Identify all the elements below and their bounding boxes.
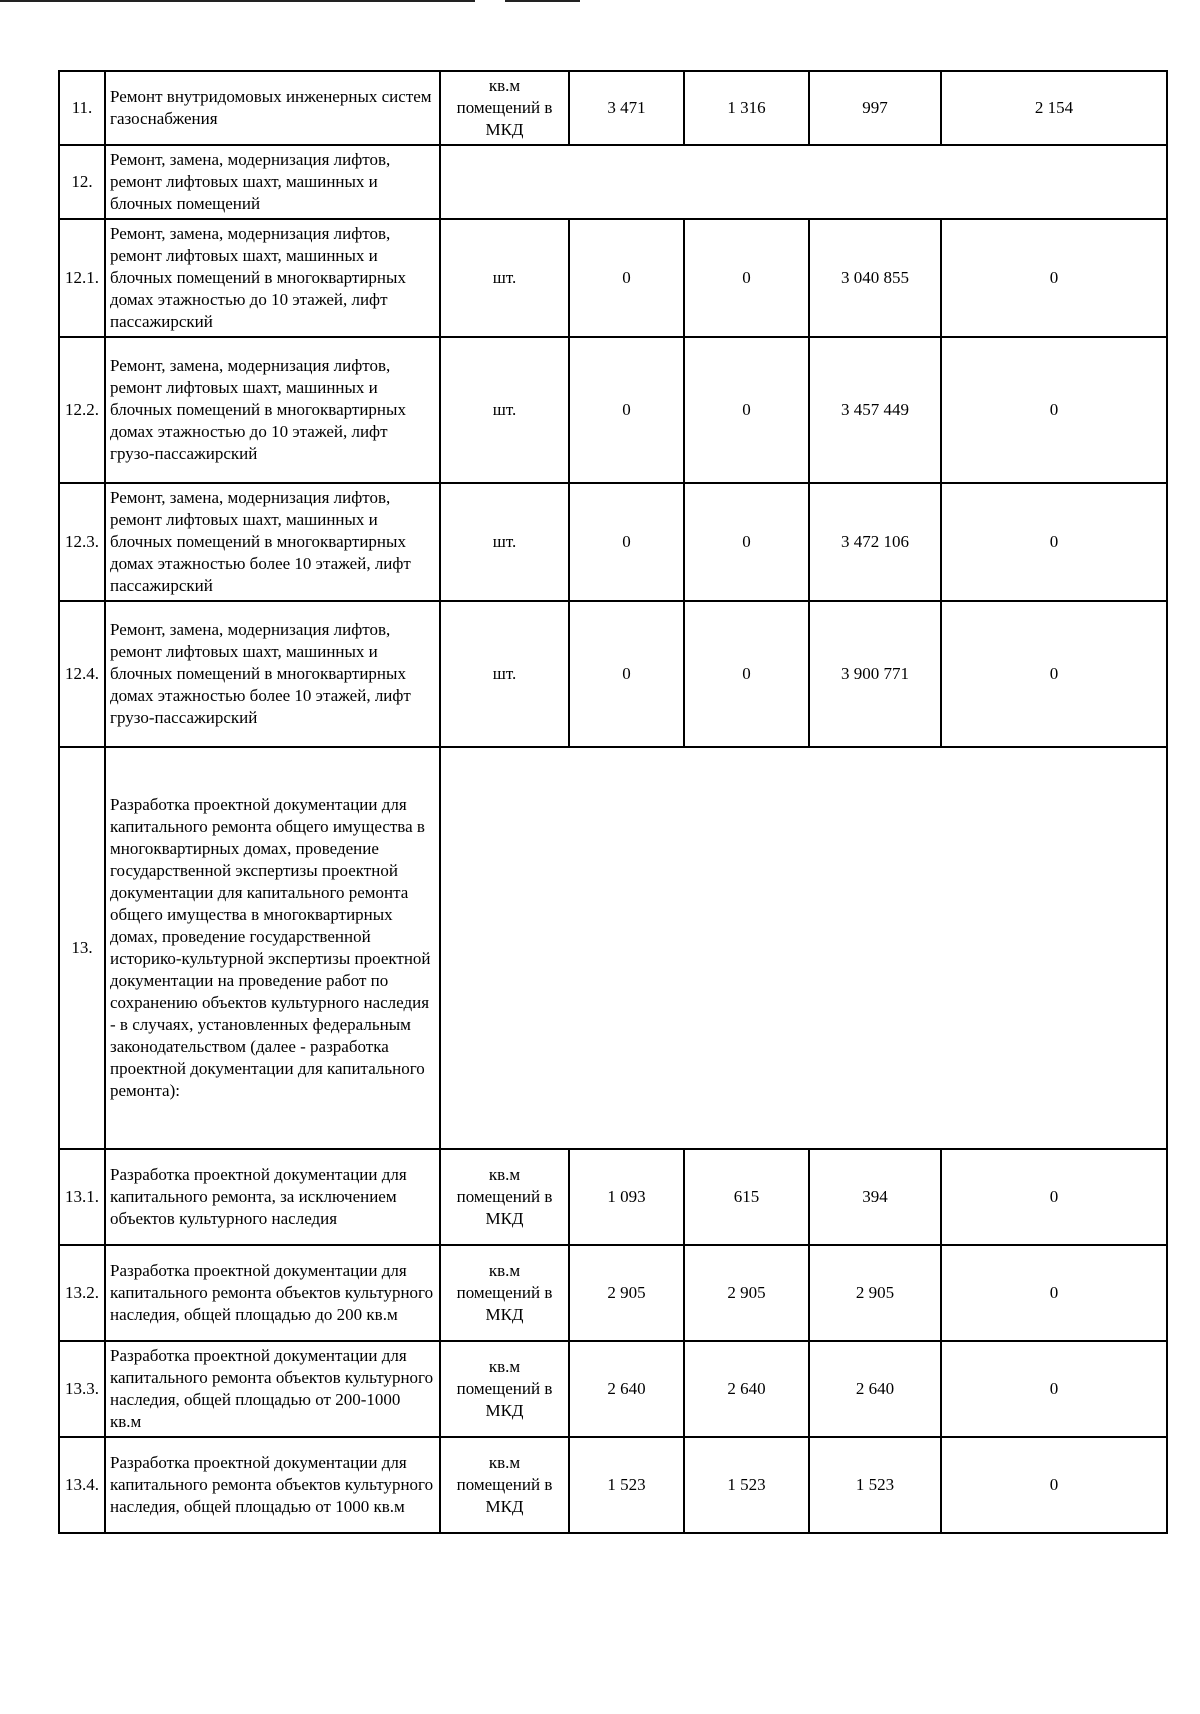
value-cell: 0 bbox=[941, 337, 1167, 483]
value-cell: 0 bbox=[941, 601, 1167, 747]
value-cell: 2 640 bbox=[569, 1341, 684, 1437]
value-cell: 0 bbox=[569, 219, 684, 337]
value-cell: 0 bbox=[569, 601, 684, 747]
row-number: 13. bbox=[59, 747, 105, 1149]
table-row bbox=[59, 145, 1167, 219]
value-cell: 394 bbox=[809, 1149, 941, 1245]
work-name: Ремонт, замена, модернизация лифтов, ремонт лифтовых шахт, машинных и блочных помещений bbox=[105, 145, 440, 219]
value-cell: 2 640 bbox=[684, 1341, 809, 1437]
unit-cell: кв.м помещений в МКД bbox=[440, 1437, 569, 1533]
work-name: Ремонт, замена, модернизация лифтов, ремонт лифтовых шахт, машинных и блочных помещений в многоквартирных домах этажностью более 10 этажей, лифт пассажирский bbox=[105, 483, 440, 601]
value-cell: 2 905 bbox=[569, 1245, 684, 1341]
row-number: 12.3. bbox=[59, 483, 105, 601]
unit-cell: кв.м помещений в МКД bbox=[440, 1149, 569, 1245]
value-cell: 615 bbox=[684, 1149, 809, 1245]
value-cell: 0 bbox=[684, 219, 809, 337]
value-cell: 3 457 449 bbox=[809, 337, 941, 483]
unit-cell: шт. bbox=[440, 337, 569, 483]
row-number: 11. bbox=[59, 71, 105, 145]
work-name: Разработка проектной документации для капитального ремонта, за исключением объектов культурного наследия bbox=[105, 1149, 440, 1245]
value-cell: 3 471 bbox=[569, 71, 684, 145]
row-number: 13.3. bbox=[59, 1341, 105, 1437]
value-cell: 1 316 bbox=[684, 71, 809, 145]
work-name: Ремонт внутридомовых инженерных систем газоснабжения bbox=[105, 71, 440, 145]
value-cell: 0 bbox=[684, 601, 809, 747]
value-cell: 0 bbox=[941, 1437, 1167, 1533]
row-number: 12. bbox=[59, 145, 105, 219]
row-number: 13.1. bbox=[59, 1149, 105, 1245]
table-row bbox=[59, 483, 1167, 601]
work-name: Ремонт, замена, модернизация лифтов, ремонт лифтовых шахт, машинных и блочных помещений в многоквартирных домах этажностью более 10 этажей, лифт грузо-пассажирский bbox=[105, 601, 440, 747]
value-cell: 0 bbox=[941, 1149, 1167, 1245]
table-row bbox=[59, 1149, 1167, 1245]
value-cell: 0 bbox=[684, 483, 809, 601]
value-cell: 0 bbox=[941, 1245, 1167, 1341]
scan-edge-line bbox=[505, 0, 580, 2]
value-cell: 3 472 106 bbox=[809, 483, 941, 601]
value-cell: 0 bbox=[569, 483, 684, 601]
empty-merged-cell bbox=[440, 145, 1167, 219]
value-cell: 0 bbox=[941, 1341, 1167, 1437]
cost-table bbox=[58, 70, 1168, 1534]
table-row bbox=[59, 1341, 1167, 1437]
table-row bbox=[59, 1245, 1167, 1341]
table-row bbox=[59, 219, 1167, 337]
value-cell: 2 905 bbox=[684, 1245, 809, 1341]
unit-cell: шт. bbox=[440, 483, 569, 601]
value-cell: 1 523 bbox=[569, 1437, 684, 1533]
row-number: 13.2. bbox=[59, 1245, 105, 1341]
value-cell: 0 bbox=[684, 337, 809, 483]
unit-cell: кв.м помещений в МКД bbox=[440, 71, 569, 145]
value-cell: 3 040 855 bbox=[809, 219, 941, 337]
work-name: Ремонт, замена, модернизация лифтов, ремонт лифтовых шахт, машинных и блочных помещений в многоквартирных домах этажностью до 10 этажей, лифт пассажирский bbox=[105, 219, 440, 337]
value-cell: 0 bbox=[569, 337, 684, 483]
value-cell: 2 905 bbox=[809, 1245, 941, 1341]
empty-merged-cell bbox=[440, 747, 1167, 1149]
table-row bbox=[59, 747, 1167, 1149]
unit-cell: кв.м помещений в МКД bbox=[440, 1245, 569, 1341]
unit-cell: кв.м помещений в МКД bbox=[440, 1341, 569, 1437]
value-cell: 0 bbox=[941, 219, 1167, 337]
work-name: Разработка проектной документации для капитального ремонта объектов культурного наследия, общей площадью от 200-1000 кв.м bbox=[105, 1341, 440, 1437]
row-number: 13.4. bbox=[59, 1437, 105, 1533]
work-name: Разработка проектной документации для капитального ремонта общего имущества в многоквартирных домах, проведение государственной экспертизы проектной документации для капитального ремонта общего имущества в многоквартирных домах, проведение государственной историко-культурной экспертизы проектной документации на проведение работ по сохранению объектов культурного наследия - в случаях, установленных федеральным законодательством (далее - разработка проектной документации для капитального ремонта): bbox=[105, 747, 440, 1149]
table-row bbox=[59, 337, 1167, 483]
row-number: 12.2. bbox=[59, 337, 105, 483]
value-cell: 1 093 bbox=[569, 1149, 684, 1245]
scan-edge-line bbox=[0, 0, 475, 2]
value-cell: 2 154 bbox=[941, 71, 1167, 145]
work-name: Ремонт, замена, модернизация лифтов, ремонт лифтовых шахт, машинных и блочных помещений в многоквартирных домах этажностью до 10 этажей, лифт грузо-пассажирский bbox=[105, 337, 440, 483]
work-name: Разработка проектной документации для капитального ремонта объектов культурного наследия, общей площадью до 200 кв.м bbox=[105, 1245, 440, 1341]
value-cell: 1 523 bbox=[809, 1437, 941, 1533]
unit-cell: шт. bbox=[440, 601, 569, 747]
table-row bbox=[59, 71, 1167, 145]
unit-cell: шт. bbox=[440, 219, 569, 337]
value-cell: 1 523 bbox=[684, 1437, 809, 1533]
value-cell: 2 640 bbox=[809, 1341, 941, 1437]
value-cell: 0 bbox=[941, 483, 1167, 601]
table-row bbox=[59, 601, 1167, 747]
row-number: 12.1. bbox=[59, 219, 105, 337]
value-cell: 997 bbox=[809, 71, 941, 145]
row-number: 12.4. bbox=[59, 601, 105, 747]
work-name: Разработка проектной документации для капитального ремонта объектов культурного наследия, общей площадью от 1000 кв.м bbox=[105, 1437, 440, 1533]
value-cell: 3 900 771 bbox=[809, 601, 941, 747]
table-row bbox=[59, 1437, 1167, 1533]
